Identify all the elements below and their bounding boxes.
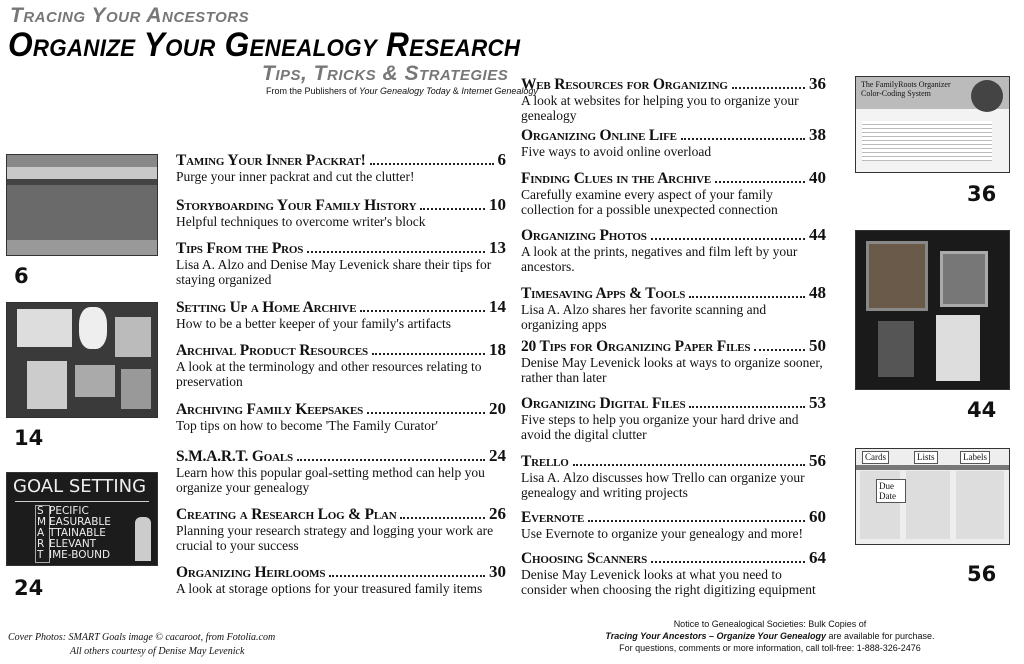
toc-entry-description: Top tips on how to become 'The Family Curator' [176, 418, 438, 433]
toc-entry-description: Five ways to avoid online overload [521, 144, 712, 159]
toc-entry-description: A look at storage options for your treasured family items [176, 581, 483, 596]
trello-label-due-date: Due Date [876, 479, 906, 503]
toc-entry-description: Lisa A. Alzo and Denise May Levenick share their tips for staying organized [176, 257, 492, 287]
dot-leader [689, 296, 805, 298]
toc-entry-page: 38 [809, 125, 826, 144]
toc-entry-page: 20 [489, 399, 506, 418]
dot-leader [573, 464, 805, 466]
toc-entry-title: Archiving Family Keepsakes [176, 401, 364, 418]
toc-entry-title: Organizing Digital Files [521, 395, 686, 412]
dot-leader [651, 561, 805, 563]
toc-entry-title: Organizing Heirlooms [176, 564, 326, 581]
photo-page-36: 36 [967, 182, 997, 206]
dot-leader [588, 520, 805, 522]
trello-label-labels: Labels [960, 451, 990, 464]
smart-line [37, 550, 111, 561]
dot-leader [367, 412, 485, 414]
toc-entry-title: Evernote [521, 509, 585, 526]
toc-entry-heading [176, 150, 506, 169]
smart-word: EASURABLE [49, 516, 111, 528]
toc-entry-heading [176, 562, 506, 581]
toc-entry-title: Finding Clues in the Archive [521, 170, 712, 187]
toc-entry-description: Purge your inner packrat and cut the clutter! [176, 169, 415, 184]
publisher-2: Internet Genealogy [461, 86, 538, 96]
smart-word: TTAINABLE [49, 527, 106, 539]
toc-entry-description: Lisa A. Alzo shares her favorite scanning and organizing apps [521, 302, 767, 332]
smart-word: ELEVANT [49, 538, 97, 550]
dot-leader [400, 517, 485, 519]
toc-entry-description: A look at the terminology and other resources relating to preservation [176, 359, 482, 389]
toc-entry-title: Timesaving Apps & Tools [521, 285, 686, 302]
toc-entry[interactable] [521, 451, 826, 500]
toc-entry[interactable] [176, 504, 506, 553]
dot-leader [329, 575, 485, 577]
photo-old-portraits [855, 230, 1010, 390]
dot-leader [681, 138, 805, 140]
toc-entry-description: Use Evernote to organize your genealogy and more! [521, 526, 804, 541]
dot-leader [370, 163, 494, 165]
toc-entry-page: 50 [809, 336, 826, 355]
dot-leader [307, 251, 485, 253]
toc-entry-description: Learn how this popular goal-setting method can help you organize your genealogy [176, 465, 485, 495]
smart-letter: R [37, 538, 45, 550]
toc-entry-page: 56 [809, 451, 826, 470]
toc-entry-title: Setting Up a Home Archive [176, 299, 357, 316]
smart-heading: GOAL SETTING [13, 476, 147, 497]
toc-entry-description: Planning your research strategy and logging your work are crucial to your success [176, 523, 494, 553]
trello-label-cards: Cards [862, 451, 889, 464]
smart-letter: M [37, 516, 47, 528]
toc-entry[interactable] [176, 150, 506, 184]
toc-entry-page: 14 [489, 297, 506, 316]
publisher-line [266, 86, 538, 97]
photo-page-6: 6 [14, 264, 29, 288]
toc-entry-title: Trello [521, 453, 569, 470]
publisher-1: Your Genealogy Today [359, 86, 451, 96]
photo-archive-items [6, 302, 158, 418]
toc-entry-heading [521, 451, 826, 470]
toc-entry-title: Tips From the Pros [176, 240, 304, 257]
smart-letter: T [37, 549, 44, 561]
toc-entry[interactable] [176, 340, 506, 389]
toc-entry-page: 40 [809, 168, 826, 187]
toc-entry-description: Five steps to help you organize your hard drive and avoid the digital clutter [521, 412, 799, 442]
toc-entry-title: Organizing Online Life [521, 127, 677, 144]
toc-entry-title: Creating a Research Log & Plan [176, 506, 397, 523]
smart-letter: S [37, 505, 44, 517]
toc-entry[interactable] [176, 399, 506, 433]
publisher-prefix: From the Publishers of [266, 86, 360, 96]
toc-entry-page: 36 [809, 74, 826, 93]
toc-entry-heading [521, 74, 826, 93]
toc-entry-description: A look at websites for helping you to organize your genealogy [521, 93, 799, 123]
toc-entry-page: 48 [809, 283, 826, 302]
toc-entry[interactable] [521, 393, 826, 442]
toc-entry-page: 44 [809, 225, 826, 244]
toc-entry-description: How to be a better keeper of your family's artifacts [176, 316, 451, 331]
toc-entry[interactable] [521, 336, 826, 385]
toc-entry-heading [521, 393, 826, 412]
toc-entry-description: A look at the prints, negatives and film left by your ancestors. [521, 244, 798, 274]
page-title: Organize Your Genealogy Research [8, 26, 521, 64]
dot-leader [372, 353, 485, 355]
toc-entry-heading [521, 225, 826, 244]
toc-entry-title: Taming Your Inner Packrat! [176, 152, 366, 169]
toc-entry-description: Carefully examine every aspect of your family collection for a possible unexpected connection [521, 187, 778, 217]
dot-leader [651, 238, 805, 240]
notice-availability: are available for purchase. [826, 631, 935, 641]
society-notice [600, 618, 940, 654]
toc-entry[interactable] [521, 225, 826, 274]
toc-entry-title: 20 Tips for Organizing Paper Files [521, 338, 751, 355]
toc-entry-heading [176, 238, 506, 257]
toc-entry-page: 26 [489, 504, 506, 523]
toc-entry[interactable] [176, 195, 506, 229]
toc-entry[interactable] [521, 507, 826, 541]
photo-page-24: 24 [14, 576, 44, 600]
photo-page-14: 14 [14, 426, 44, 450]
dot-leader [420, 208, 485, 210]
toc-entry-description: Denise May Levenick looks at what you need to consider when choosing the right digitizing equipment [521, 567, 816, 597]
toc-entry-heading [176, 297, 506, 316]
toc-entry-page: 30 [489, 562, 506, 581]
toc-entry-heading [176, 399, 506, 418]
smart-word: IME-BOUND [49, 549, 111, 561]
toc-entry-description: Lisa A. Alzo discusses how Trello can organize your genealogy and writing projects [521, 470, 805, 500]
smart-goals-image [6, 472, 158, 566]
toc-entry[interactable] [521, 125, 826, 159]
toc-entry[interactable] [176, 297, 506, 331]
photo-page-56: 56 [967, 562, 997, 586]
toc-entry-heading [521, 125, 826, 144]
toc-entry-title: Archival Product Resources [176, 342, 368, 359]
dot-leader [297, 459, 485, 461]
notice-line-2 [600, 630, 940, 642]
web-screenshot-title: The FamilyRoots Organizer Color-Coding System [861, 80, 951, 98]
smart-word: PECIFIC [49, 505, 89, 517]
photo-porch [6, 154, 158, 256]
toc-entry-page: 64 [809, 548, 826, 567]
toc-entry-page: 13 [489, 238, 506, 257]
toc-entry[interactable] [521, 283, 826, 332]
toc-entry-heading [176, 195, 506, 214]
toc-entry-page: 53 [809, 393, 826, 412]
toc-entry-heading [176, 504, 506, 523]
trello-screenshot [855, 448, 1010, 545]
toc-entry-page: 60 [809, 507, 826, 526]
toc-entry-heading [521, 336, 826, 355]
toc-entry-page: 6 [497, 150, 506, 169]
toc-entry[interactable] [521, 74, 826, 123]
toc-entry-title: S.M.A.R.T. Goals [176, 448, 293, 465]
toc-entry-description: Denise May Levenick looks at ways to organize sooner, rather than later [521, 355, 823, 385]
toc-entry-heading [521, 548, 826, 567]
toc-entry[interactable] [176, 446, 506, 495]
toc-entry-page: 18 [489, 340, 506, 359]
publisher-amp: & [450, 86, 462, 96]
toc-entry[interactable] [521, 548, 826, 597]
subtitle: Tips, Tricks & Strategies [262, 62, 509, 85]
toc-entry-title: Web Resources for Organizing [521, 76, 728, 93]
series-title: Tracing Your Ancestors [10, 4, 250, 27]
cover-credit-2: All others courtesy of Denise May Levenick [70, 646, 245, 657]
toc-entry-heading [521, 507, 826, 526]
toc-entry-description: Helpful techniques to overcome writer's block [176, 214, 426, 229]
trello-label-lists: Lists [914, 451, 938, 464]
cover-credit-1: Cover Photos: SMART Goals image © cacaroot, from Fotolia.com [8, 632, 276, 643]
web-screenshot [855, 76, 1010, 173]
dot-leader [689, 406, 805, 408]
toc-entry[interactable] [521, 168, 826, 217]
toc-entry-heading [521, 283, 826, 302]
dot-leader [754, 349, 805, 351]
toc-entry-page: 24 [489, 446, 506, 465]
dot-leader [715, 181, 805, 183]
toc-entry-page: 10 [489, 195, 506, 214]
toc-entry-title: Organizing Photos [521, 227, 647, 244]
dot-leader [732, 87, 805, 89]
toc-entry[interactable] [176, 562, 506, 596]
smart-letter: A [37, 527, 45, 539]
toc-entry-heading [176, 446, 506, 465]
photo-page-44: 44 [967, 398, 997, 422]
dot-leader [360, 310, 485, 312]
notice-line-1: Notice to Genealogical Societies: Bulk Copies of [673, 619, 867, 629]
toc-entry-heading [176, 340, 506, 359]
toc-entry-heading [521, 168, 826, 187]
toc-entry[interactable] [176, 238, 506, 287]
notice-title: Tracing Your Ancestors – Organize Your Genealogy [605, 631, 826, 641]
toc-entry-title: Storyboarding Your Family History [176, 197, 417, 214]
toc-entry-title: Choosing Scanners [521, 550, 648, 567]
notice-line-3: For questions, comments or more information, call toll-free: 1-888-326-2476 [619, 643, 921, 653]
